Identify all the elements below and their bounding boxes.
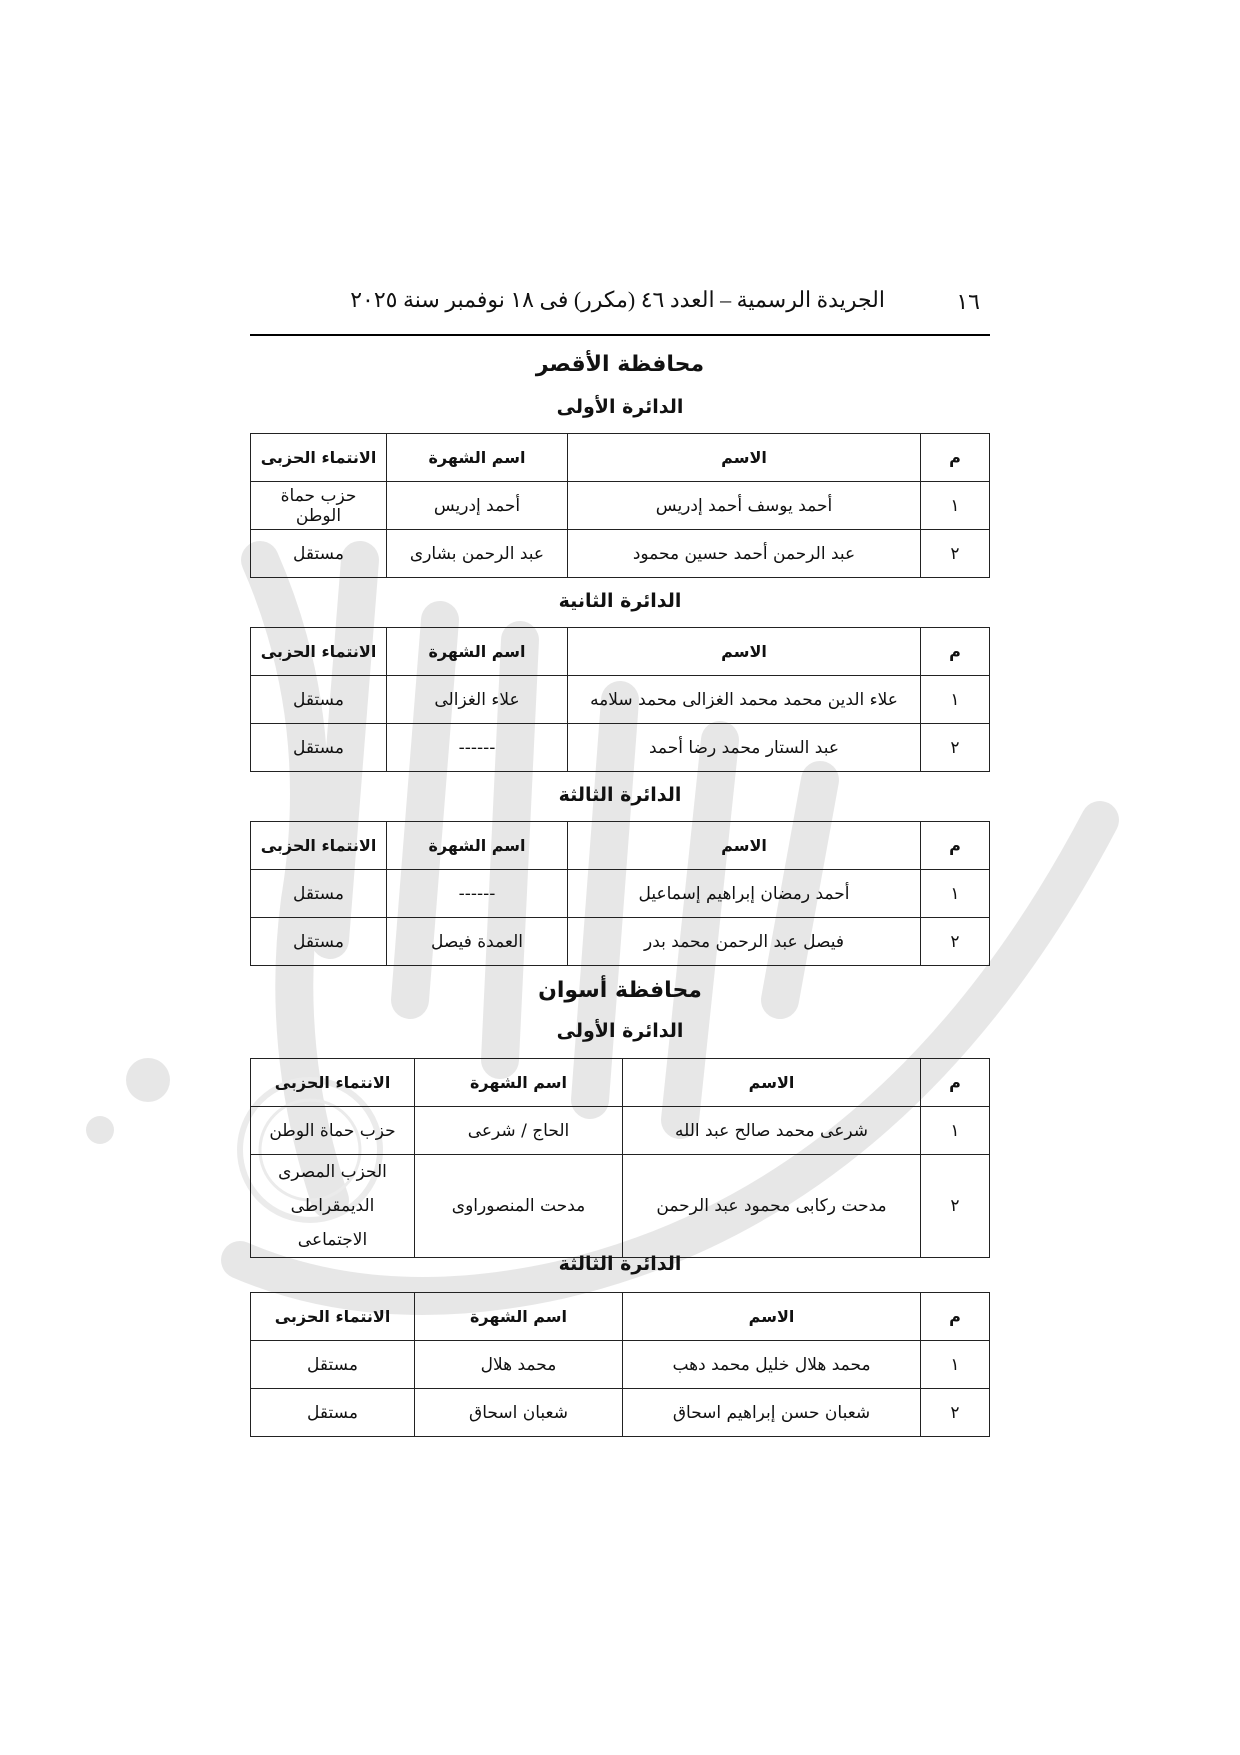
- cell-alias: ------: [387, 724, 568, 772]
- table-header-row: [251, 822, 990, 870]
- table-row: [251, 676, 990, 724]
- cell-num: ١: [921, 482, 990, 530]
- col-party-header: الانتماء الحزبى: [251, 434, 387, 482]
- cell-num: ١: [921, 1341, 990, 1389]
- cell-name: أحمد يوسف أحمد إدريس: [568, 482, 921, 530]
- cell-alias: مدحت المنصوراوى: [415, 1155, 623, 1258]
- cell-num: ١: [921, 676, 990, 724]
- table-header-row: [251, 434, 990, 482]
- cell-party: مستقل: [251, 918, 387, 966]
- cell-alias: ------: [387, 870, 568, 918]
- party-line: الحزب المصرى: [278, 1162, 387, 1182]
- cell-name: علاء الدين محمد محمد الغزالى محمد سلامه: [568, 676, 921, 724]
- cell-num: ٢: [921, 530, 990, 578]
- col-num-header: م: [921, 628, 990, 676]
- col-alias-header: اسم الشهرة: [415, 1293, 623, 1341]
- district-title: الدائرة الأولى: [556, 396, 684, 418]
- cell-name: عبد الستار محمد رضا أحمد: [568, 724, 921, 772]
- table-row: [251, 1155, 990, 1258]
- cell-alias: الحاج / شرعى: [415, 1107, 623, 1155]
- cell-num: ٢: [921, 1389, 990, 1437]
- table-row: [251, 1107, 990, 1155]
- page-number: ١٦: [956, 289, 980, 314]
- table-header-row: [251, 628, 990, 676]
- cell-alias: علاء الغزالى: [387, 676, 568, 724]
- table-row: [251, 530, 990, 578]
- cell-alias: أحمد إدريس: [387, 482, 568, 530]
- col-name-header: الاسم: [568, 628, 921, 676]
- table-row: [251, 1389, 990, 1437]
- header-rule: [250, 334, 990, 336]
- cell-alias: محمد هلال: [415, 1341, 623, 1389]
- cell-num: ٢: [921, 1155, 990, 1258]
- col-num-header: م: [921, 434, 990, 482]
- cell-party: مستقل: [251, 1341, 415, 1389]
- cell-party: مستقل: [251, 870, 387, 918]
- table-row: [251, 1341, 990, 1389]
- cell-party: مستقل: [251, 724, 387, 772]
- candidates-table: [250, 821, 990, 966]
- cell-name: أحمد رمضان إبراهيم إسماعيل: [568, 870, 921, 918]
- col-name-header: الاسم: [568, 434, 921, 482]
- district-title: الدائرة الثانية: [558, 590, 682, 612]
- cell-name: شرعى محمد صالح عبد الله: [623, 1107, 921, 1155]
- cell-num: ٢: [921, 724, 990, 772]
- table-row: [251, 918, 990, 966]
- cell-alias: عبد الرحمن بشارى: [387, 530, 568, 578]
- col-name-header: الاسم: [623, 1293, 921, 1341]
- table-row: [251, 870, 990, 918]
- col-party-header: الانتماء الحزبى: [251, 822, 387, 870]
- cell-party: مستقل: [251, 676, 387, 724]
- cell-party: حزب حماة الوطن: [251, 1107, 415, 1155]
- cell-name: مدحت ركابى محمود عبد الرحمن: [623, 1155, 921, 1258]
- col-num-header: م: [921, 822, 990, 870]
- cell-name: محمد هلال خليل محمد دهب: [623, 1341, 921, 1389]
- col-party-header: الانتماء الحزبى: [251, 628, 387, 676]
- party-line: الديمقراطى الاجتماعى: [290, 1196, 375, 1250]
- col-party-header: الانتماء الحزبى: [251, 1293, 415, 1341]
- col-party-header: الانتماء الحزبى: [251, 1059, 415, 1107]
- cell-party: مستقل: [251, 1389, 415, 1437]
- cell-party: حزب حماة الوطن: [251, 482, 387, 530]
- col-alias-header: اسم الشهرة: [387, 628, 568, 676]
- col-num-header: م: [921, 1293, 990, 1341]
- table-row: [251, 724, 990, 772]
- running-header: [250, 283, 990, 323]
- cell-name: عبد الرحمن أحمد حسين محمود: [568, 530, 921, 578]
- gazette-title: الجريدة الرسمية – العدد ٤٦ (مكرر) فى ١٨ نوفمبر سنة ٢٠٢٥: [350, 287, 885, 312]
- cell-alias: شعبان اسحاق: [415, 1389, 623, 1437]
- governorate-title: محافظة الأقصر: [535, 352, 705, 377]
- col-alias-header: اسم الشهرة: [415, 1059, 623, 1107]
- col-name-header: الاسم: [568, 822, 921, 870]
- candidates-table: [250, 627, 990, 772]
- district-title: الدائرة الثالثة: [558, 1253, 682, 1275]
- col-num-header: م: [921, 1059, 990, 1107]
- candidates-table: [250, 1058, 990, 1258]
- cell-party: [251, 1155, 415, 1258]
- col-name-header: الاسم: [623, 1059, 921, 1107]
- cell-alias: العمدة فيصل: [387, 918, 568, 966]
- cell-party: مستقل: [251, 530, 387, 578]
- governorate-title: محافظة أسوان: [538, 978, 702, 1003]
- district-title: الدائرة الأولى: [556, 1020, 684, 1042]
- table-header-row: [251, 1059, 990, 1107]
- cell-num: ١: [921, 870, 990, 918]
- candidates-table: [250, 1292, 990, 1437]
- district-title: الدائرة الثالثة: [558, 784, 682, 806]
- table-header-row: [251, 1293, 990, 1341]
- cell-name: فيصل عبد الرحمن محمد بدر: [568, 918, 921, 966]
- candidates-table: [250, 433, 990, 578]
- cell-num: ١: [921, 1107, 990, 1155]
- table-row: [251, 482, 990, 530]
- cell-num: ٢: [921, 918, 990, 966]
- cell-name: شعبان حسن إبراهيم اسحاق: [623, 1389, 921, 1437]
- col-alias-header: اسم الشهرة: [387, 822, 568, 870]
- col-alias-header: اسم الشهرة: [387, 434, 568, 482]
